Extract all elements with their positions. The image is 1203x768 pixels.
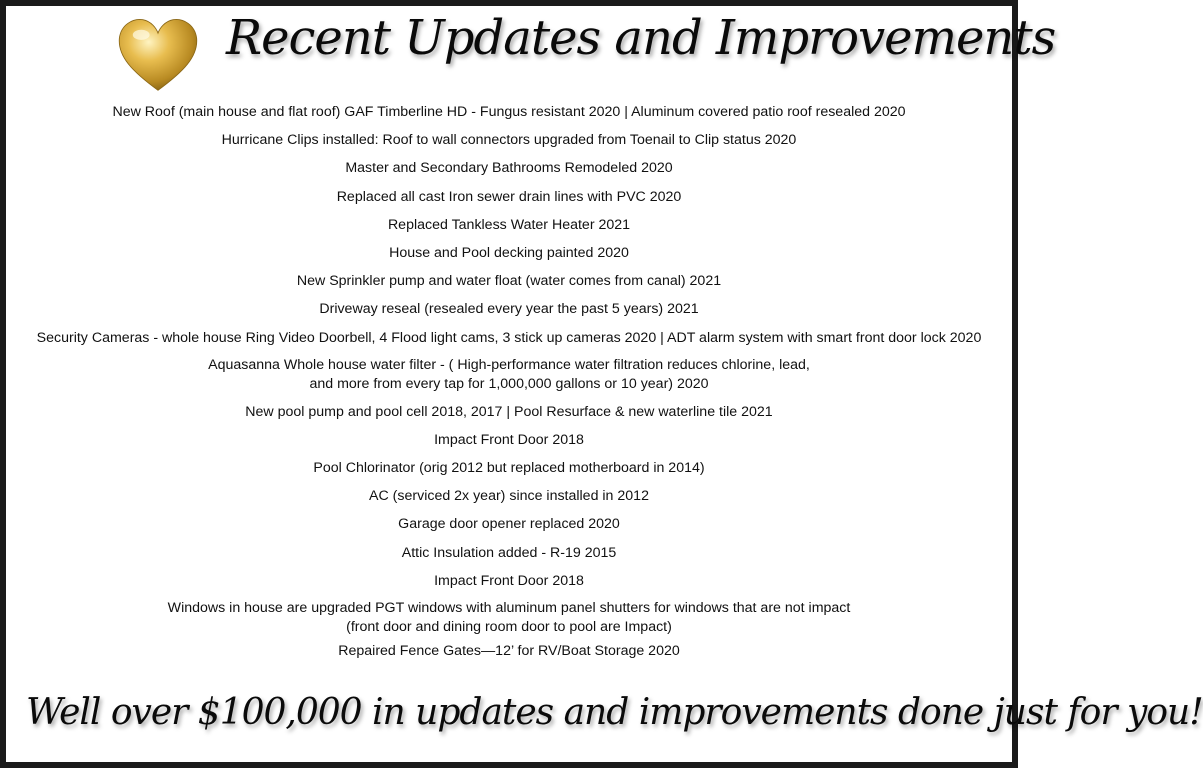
list-item-text: New Roof (main house and flat roof) GAF Timberline HD - Fungus resistant 2020 | Aluminum covered patio roof resealed 2020 <box>112 104 906 120</box>
list-item <box>18 158 1000 186</box>
list-item-text: Driveway reseal (resealed every year the past 5 years) 2021 <box>319 301 699 318</box>
list-item <box>18 458 1000 486</box>
list-item <box>18 356 1000 402</box>
list-item-text: and more from every tap for 1,000,000 gallons or 10 year) 2020 <box>309 375 709 392</box>
list-item-text: Replaced all cast Iron sewer drain lines with PVC 2020 <box>336 188 682 205</box>
list-item <box>18 102 1000 130</box>
list-item-text: Impact Front Door 2018 <box>434 431 584 448</box>
list-item <box>18 299 1000 327</box>
list-item <box>18 543 1000 571</box>
list-item <box>18 215 1000 243</box>
list-item <box>18 328 1000 356</box>
list-item-text: Repaired Fence Gates—12’ for RV/Boat Storage 2020 <box>338 643 680 659</box>
list-item-text: AC (serviced 2x year) since installed in 2012 <box>369 488 649 505</box>
gold-heart-icon <box>116 16 200 94</box>
list-item-text: New Sprinkler pump and water float (water comes from canal) 2021 <box>296 273 722 290</box>
list-item <box>18 130 1000 158</box>
list-item-text: Security Cameras - whole house Ring Video Doorbell, 4 Flood light cams, 3 stick up cameras 2020 | ADT alarm system with smart front door lock 2020 <box>36 329 982 346</box>
footer-tagline: Well over $100,000 in updates and improvements done just for you! <box>26 692 1203 733</box>
list-item-text: Master and Secondary Bathrooms Remodeled 2020 <box>345 160 673 177</box>
list-item <box>18 271 1000 299</box>
list-item <box>18 187 1000 215</box>
list-item-text: New pool pump and pool cell 2018, 2017 | Pool Resurface & new waterline tile 2021 <box>245 403 773 420</box>
list-item <box>18 486 1000 514</box>
list-item-text: Pool Chlorinator (orig 2012 but replaced motherboard in 2014) <box>313 460 705 477</box>
list-item <box>18 641 1000 669</box>
list-item <box>18 430 1000 458</box>
list-item-text: Hurricane Clips installed: Roof to wall connectors upgraded from Toenail to Clip status 2020 <box>221 132 797 149</box>
page-title: Recent Updates and Improvements <box>226 10 1056 66</box>
list-item-text: (front door and dining room door to pool are Impact) <box>346 619 672 635</box>
list-item <box>18 514 1000 542</box>
list-item-text: Windows in house are upgraded PGT windows with aluminum panel shutters for windows that are not impact <box>167 600 851 616</box>
list-item-text: Aquasanna Whole house water filter - ( High-performance water filtration reduces chlorine, lead, <box>208 356 810 373</box>
list-item <box>18 571 1000 599</box>
list-item-text: Attic Insulation added - R-19 2015 <box>401 544 617 561</box>
list-item <box>18 243 1000 271</box>
list-item <box>18 599 1000 641</box>
list-item-text: Garage door opener replaced 2020 <box>398 516 620 533</box>
improvements-list <box>18 102 1000 669</box>
list-item-text: House and Pool decking painted 2020 <box>389 244 629 261</box>
list-item <box>18 402 1000 430</box>
list-item-text: Impact Front Door 2018 <box>434 572 584 589</box>
list-item-text: Replaced Tankless Water Heater 2021 <box>387 216 631 233</box>
